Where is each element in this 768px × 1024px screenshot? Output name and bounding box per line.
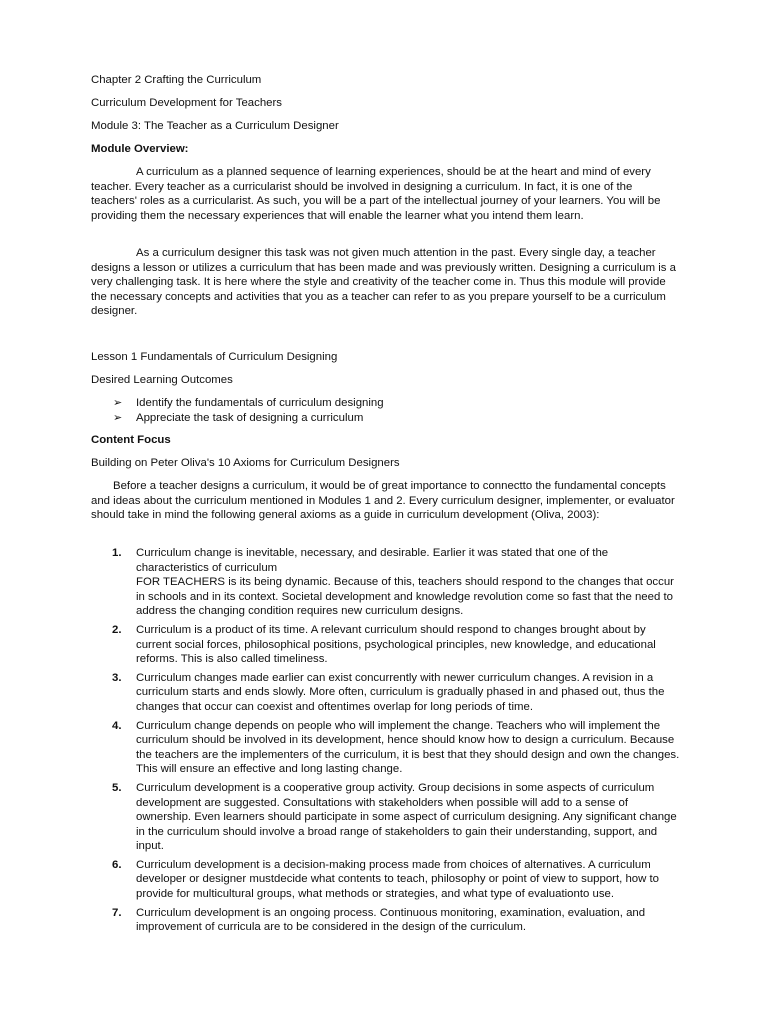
axiom-item: 2. Curriculum is a product of its time. A relevant curriculum should respond to changes brought about by current social forces, philosophical positions, psychological principles, new knowledge, and educational reforms. This is also called timeliness. bbox=[112, 623, 656, 666]
axiom-item: 4. Curriculum change depends on people who will implement the change. Teachers who will implement the curriculum should be involved in its development, hence should know how to design a curriculum. Because the teachers are the implementers of the curriculum, it is best that they should design and own the changes. This will ensure an effective and long lasting change. bbox=[112, 719, 680, 776]
module-title: Module 3: The Teacher as a Curriculum Designer bbox=[91, 120, 339, 132]
outcomes-heading: Desired Learning Outcomes bbox=[91, 374, 233, 386]
chapter-title: Chapter 2 Crafting the Curriculum bbox=[91, 74, 262, 86]
axiom-item: 5. Curriculum development is a cooperative group activity. Group decisions in some aspects of curriculum development are suggested. Consultations with stakeholders when possible will add to a sense of ownership. Even learners should participate in some aspect of curriculum designing. Any significant change in the curriculum should involve a broad range of stakeholders to gain their understanding, support, and input. bbox=[112, 781, 677, 853]
arrow-bullet-icon: ➢ bbox=[113, 397, 123, 409]
course-title: Curriculum Development for Teachers bbox=[91, 97, 282, 109]
axiom-item: 3. Curriculum changes made earlier can exist concurrently with newer curriculum changes. A revision in a curriculum starts and ends slowly. More often, curriculum is gradually phased in and phased out, thus the changes that occur can coexist and oftentimes overlap for long periods of time. bbox=[112, 671, 665, 713]
axiom-item: 7. Curriculum development is an ongoing process. Continuous monitoring, examination, evaluation, and improvement of curricula are to be considered in the design of the curriculum. bbox=[112, 906, 646, 934]
outcome-item: ➢ Appreciate the task of designing a curriculum bbox=[113, 412, 364, 424]
axioms-intro: Before a teacher designs a curriculum, it would be of great importance to connectto the fundamental concepts and ideas about the curriculum mentioned in Modules 1 and 2. Every curriculum designer, implementer, or evaluator should take in mind the following general axioms as a guide in curriculum development (Oliva, 2003): bbox=[91, 480, 675, 522]
overview-paragraph-1: A curriculum as a planned sequence of learning experiences, should be at the heart and mind of every teacher. Every teacher as a curricularist should be involved in designing a curriculum. In fact, it is one of the teachers' roles as a curricularist. As such, you will be a part of the intellectual journey of your learners. You will be providing them the necessary experiences that will enable the learner what you intend them learn. bbox=[91, 166, 661, 222]
axiom-item: 6. Curriculum development is a decision-making process made from choices of alternatives. A curriculum developer or designer mustdecide what contents to teach, philosophy or point of view to support, how to provide for multicultural groups, what methods or strategies, and what type of evaluationto use. bbox=[112, 858, 660, 901]
outcome-item: ➢ Identify the fundamentals of curriculum designing bbox=[113, 397, 384, 409]
overview-paragraph-2: As a curriculum designer this task was not given much attention in the past. Every single day, a teacher designs a lesson or utilizes a curriculum that has been made and was previously written. Designing a curriculum is a very challenging task. It is here where the style and creativity of the teacher come in. Thus this module will provide the necessary concepts and activities that you as a teacher can refer to as you prepare yourself to be a curriculum designer. bbox=[91, 247, 676, 318]
overview-heading: Module Overview: bbox=[91, 143, 189, 155]
content-focus-heading: Content Focus bbox=[91, 434, 171, 446]
lesson-title: Lesson 1 Fundamentals of Curriculum Designing bbox=[91, 351, 338, 363]
arrow-bullet-icon: ➢ bbox=[113, 412, 123, 424]
axiom-item: 1. Curriculum change is inevitable, necessary, and desirable. Earlier it was stated that one of the characteristics of curriculum FOR TEACHERS is its being dynamic. Because of this, teachers should respond to the changes that occur in schools and in its context. Societal development and knowledge revolution come so fast that the need to address the changing condition requires new curriculum designs. bbox=[112, 547, 674, 618]
axioms-list bbox=[91, 546, 681, 935]
axioms-heading: Building on Peter Oliva's 10 Axioms for Curriculum Designers bbox=[91, 457, 400, 469]
outcomes-list bbox=[91, 396, 681, 426]
